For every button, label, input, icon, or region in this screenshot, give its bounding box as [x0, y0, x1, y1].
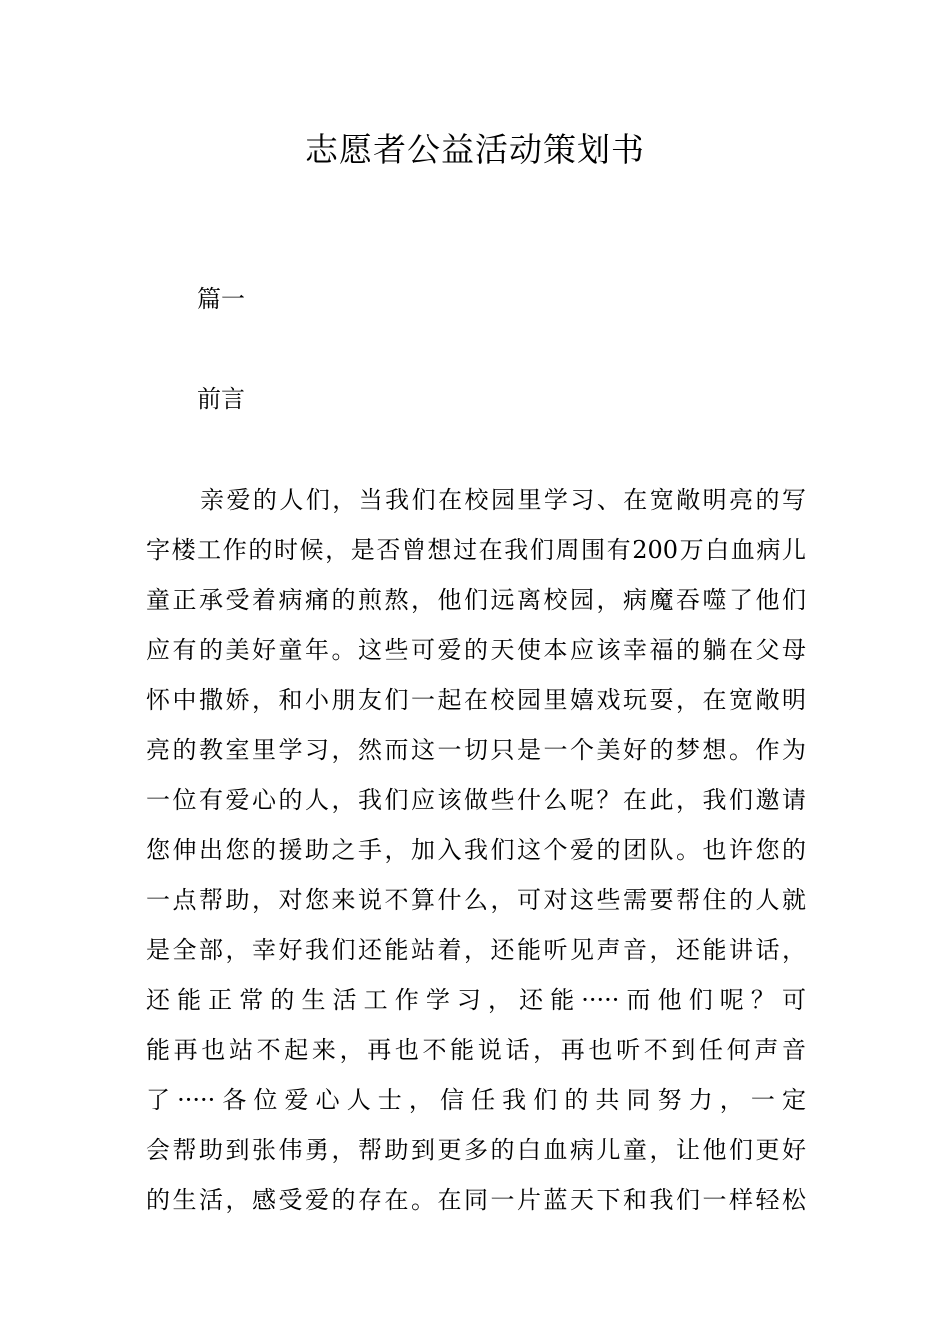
paragraph-line: 怀中撒娇，和小朋友们一起在校园里嬉戏玩耍，在宽敞明 [146, 686, 806, 714]
paragraph-line: 亲爱的人们，当我们在校园里学习、在宽敞明亮的写 [200, 486, 806, 514]
paragraph-line: 应有的美好童年。这些可爱的天使本应该幸福的躺在父母 [146, 636, 806, 664]
section-heading: 前言 [197, 385, 245, 413]
paragraph-line: 字楼工作的时候，是否曾想过在我们周围有200万白血病儿 [146, 536, 806, 564]
paragraph-line: 童正承受着病痛的煎熬，他们远离校园，病魔吞噬了他们 [146, 586, 806, 614]
paragraph-line: 您伸出您的援助之手，加入我们这个爱的团队。也许您的 [146, 836, 806, 864]
paragraph-line: 了·····各位爱心人士，信任我们的共同努力，一定 [146, 1086, 806, 1114]
paragraph-line: 还能正常的生活工作学习，还能·····而他们呢？可 [146, 986, 806, 1014]
paragraph-line: 一位有爱心的人，我们应该做些什么呢？在此，我们邀请 [146, 786, 806, 814]
paragraph-line: 是全部，幸好我们还能站着，还能听见声音，还能讲话， [146, 936, 806, 964]
paragraph-line: 会帮助到张伟勇，帮助到更多的白血病儿童，让他们更好 [146, 1136, 806, 1164]
paragraph-line: 亮的教室里学习，然而这一切只是一个美好的梦想。作为 [146, 736, 806, 764]
paragraph-line: 的生活，感受爱的存在。在同一片蓝天下和我们一样轻松 [146, 1186, 806, 1214]
paragraph-line: 能再也站不起来，再也不能说话，再也听不到任何声音 [146, 1036, 806, 1064]
paragraph-line: 一点帮助，对您来说不算什么，可对这些需要帮住的人就 [146, 886, 806, 914]
document-title: 志愿者公益活动策划书 [305, 130, 645, 169]
section-label: 篇一 [197, 285, 245, 313]
body-paragraph [146, 484, 806, 1234]
